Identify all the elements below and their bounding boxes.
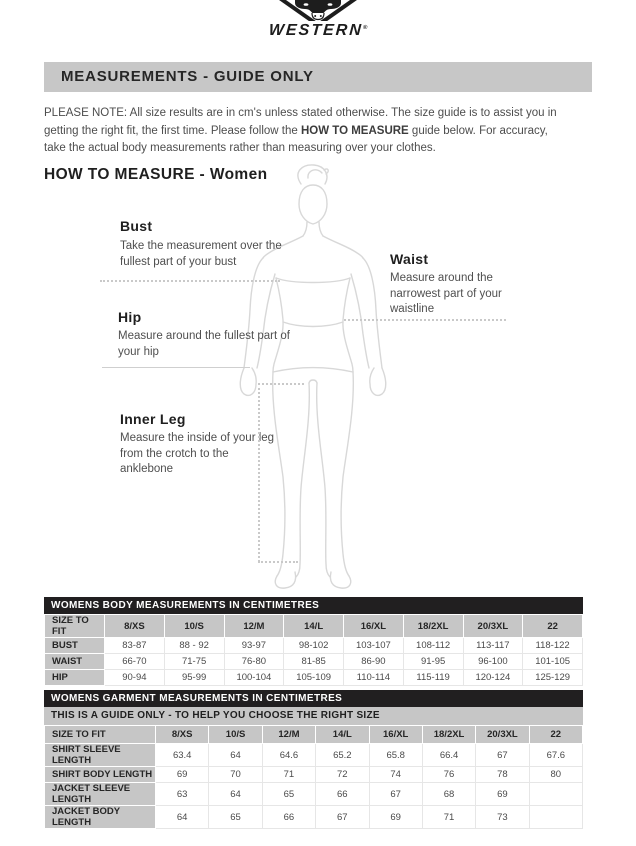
size-col: 18/2XL [403, 615, 463, 638]
brand-logo [0, 0, 636, 40]
cell: 69 [476, 783, 529, 806]
cell: 100-104 [224, 670, 284, 686]
cell: 67 [476, 744, 529, 767]
garment-table-title: WOMENS GARMENT MEASUREMENTS IN CENTIMETRES [44, 690, 583, 707]
cell: 64 [209, 783, 262, 806]
hip-guide-line [102, 367, 250, 368]
table-row-waist [45, 654, 583, 670]
inner-leg-guide-bottom [258, 561, 298, 563]
cell: 71-75 [164, 654, 224, 670]
cell: 71 [262, 767, 315, 783]
cell: 66 [316, 783, 369, 806]
cell: 76-80 [224, 654, 284, 670]
waist-guide-line [344, 319, 506, 321]
cell: 93-97 [224, 638, 284, 654]
hip-text: Measure around the fullest part of your hip [118, 330, 290, 358]
size-to-fit-label: SIZE TO FIT [45, 726, 156, 744]
cell [529, 783, 582, 806]
size-col: 10/S [164, 615, 224, 638]
cell: 64 [156, 806, 209, 829]
row-label: BUST [45, 638, 105, 654]
cell: 70 [209, 767, 262, 783]
size-col: 12/M [224, 615, 284, 638]
cell: 115-119 [403, 670, 463, 686]
cell: 65 [209, 806, 262, 829]
woman-body-outline-icon [230, 162, 400, 607]
cell: 96-100 [463, 654, 523, 670]
trademark-symbol: ® [362, 25, 368, 31]
row-label: SHIRT BODY LENGTH [45, 767, 156, 783]
table-row-jacket-body [45, 806, 583, 829]
cell: 120-124 [463, 670, 523, 686]
brand-name: WESTERN® [268, 22, 368, 39]
cell: 71 [422, 806, 475, 829]
garment-table-subtitle: THIS IS A GUIDE ONLY - TO HELP YOU CHOOSE THE RIGHT SIZE [44, 707, 583, 725]
bust-guide-line [100, 280, 280, 282]
cell: 81-85 [284, 654, 344, 670]
table-row-shirt-sleeve [45, 744, 583, 767]
cell: 98-102 [284, 638, 344, 654]
cell: 65.8 [369, 744, 422, 767]
size-col: 20/3XL [463, 615, 523, 638]
row-label: JACKET BODY LENGTH [45, 806, 156, 829]
hip-label: Hip [118, 309, 142, 325]
size-col: 22 [523, 615, 583, 638]
size-col: 12/M [262, 726, 315, 744]
row-label: HIP [45, 670, 105, 686]
size-col: 14/L [316, 726, 369, 744]
cell: 63.4 [156, 744, 209, 767]
cell: 86-90 [344, 654, 404, 670]
body-table-title: WOMENS BODY MEASUREMENTS IN CENTIMETRES [44, 597, 583, 614]
cell: 66 [262, 806, 315, 829]
cell: 64 [209, 744, 262, 767]
cell: 65.2 [316, 744, 369, 767]
cell [529, 806, 582, 829]
cell: 69 [156, 767, 209, 783]
inner-leg-guide-vertical [258, 383, 260, 562]
cell: 67.6 [529, 744, 582, 767]
size-col: 16/XL [344, 615, 404, 638]
please-note-text: PLEASE NOTE: All size results are in cm's unless stated otherwise. The size guide is to assist you in getting the right fit, the first time. Please follow the HOW TO MEASURE guide below. For accuracy, take the actual body measurements rather than measuring over your clothes. [44, 107, 557, 154]
cell: 118-122 [523, 638, 583, 654]
table-row-bust [45, 638, 583, 654]
size-col: 8/XS [105, 615, 165, 638]
cell: 74 [369, 767, 422, 783]
cell: 65 [262, 783, 315, 806]
row-label: SHIRT SLEEVE LENGTH [45, 744, 156, 767]
bust-label: Bust [120, 218, 153, 234]
cell: 105-109 [284, 670, 344, 686]
garment-measurements-table [44, 690, 583, 829]
cell: 113-117 [463, 638, 523, 654]
garment-table-header-row [45, 726, 583, 744]
table-row-hip [45, 670, 583, 686]
waist-label: Waist [390, 251, 429, 267]
size-col: 10/S [209, 726, 262, 744]
cell: 101-105 [523, 654, 583, 670]
cell: 78 [476, 767, 529, 783]
size-col: 14/L [284, 615, 344, 638]
size-col: 8/XS [156, 726, 209, 744]
size-col: 22 [529, 726, 582, 744]
cell: 103-107 [344, 638, 404, 654]
cell: 66.4 [422, 744, 475, 767]
row-label: JACKET SLEEVE LENGTH [45, 783, 156, 806]
size-col: 20/3XL [476, 726, 529, 744]
inner-leg-guide-top [258, 383, 304, 385]
cell: 83-87 [105, 638, 165, 654]
cell: 67 [316, 806, 369, 829]
cell: 95-99 [164, 670, 224, 686]
cell: 110-114 [344, 670, 404, 686]
cell: 108-112 [403, 638, 463, 654]
cell: 63 [156, 783, 209, 806]
waist-text: Measure around the narrowest part of your waistline [390, 272, 502, 315]
cell: 76 [422, 767, 475, 783]
size-to-fit-label: SIZE TO FIT [45, 615, 105, 638]
inner-leg-label: Inner Leg [120, 411, 186, 427]
how-to-measure-title: HOW TO MEASURE - Women [44, 166, 268, 183]
size-col: 16/XL [369, 726, 422, 744]
cell: 66-70 [105, 654, 165, 670]
cell: 125-129 [523, 670, 583, 686]
body-measurements-table [44, 597, 583, 686]
row-label: WAIST [45, 654, 105, 670]
cell: 67 [369, 783, 422, 806]
cell: 72 [316, 767, 369, 783]
cell: 73 [476, 806, 529, 829]
table-row-jacket-sleeve [45, 783, 583, 806]
page-title: MEASUREMENTS - GUIDE ONLY [44, 62, 592, 92]
cell: 90-94 [105, 670, 165, 686]
size-col: 18/2XL [422, 726, 475, 744]
bull-head-badge-icon [270, 0, 366, 21]
body-table-header-row [45, 615, 583, 638]
bust-text: Take the measurement over the fullest part of your bust [120, 240, 282, 268]
inner-leg-text: Measure the inside of your leg from the crotch to the anklebone [120, 432, 275, 475]
cell: 88 - 92 [164, 638, 224, 654]
cell: 91-95 [403, 654, 463, 670]
table-row-shirt-body [45, 767, 583, 783]
cell: 69 [369, 806, 422, 829]
cell: 64.6 [262, 744, 315, 767]
cell: 80 [529, 767, 582, 783]
cell: 68 [422, 783, 475, 806]
